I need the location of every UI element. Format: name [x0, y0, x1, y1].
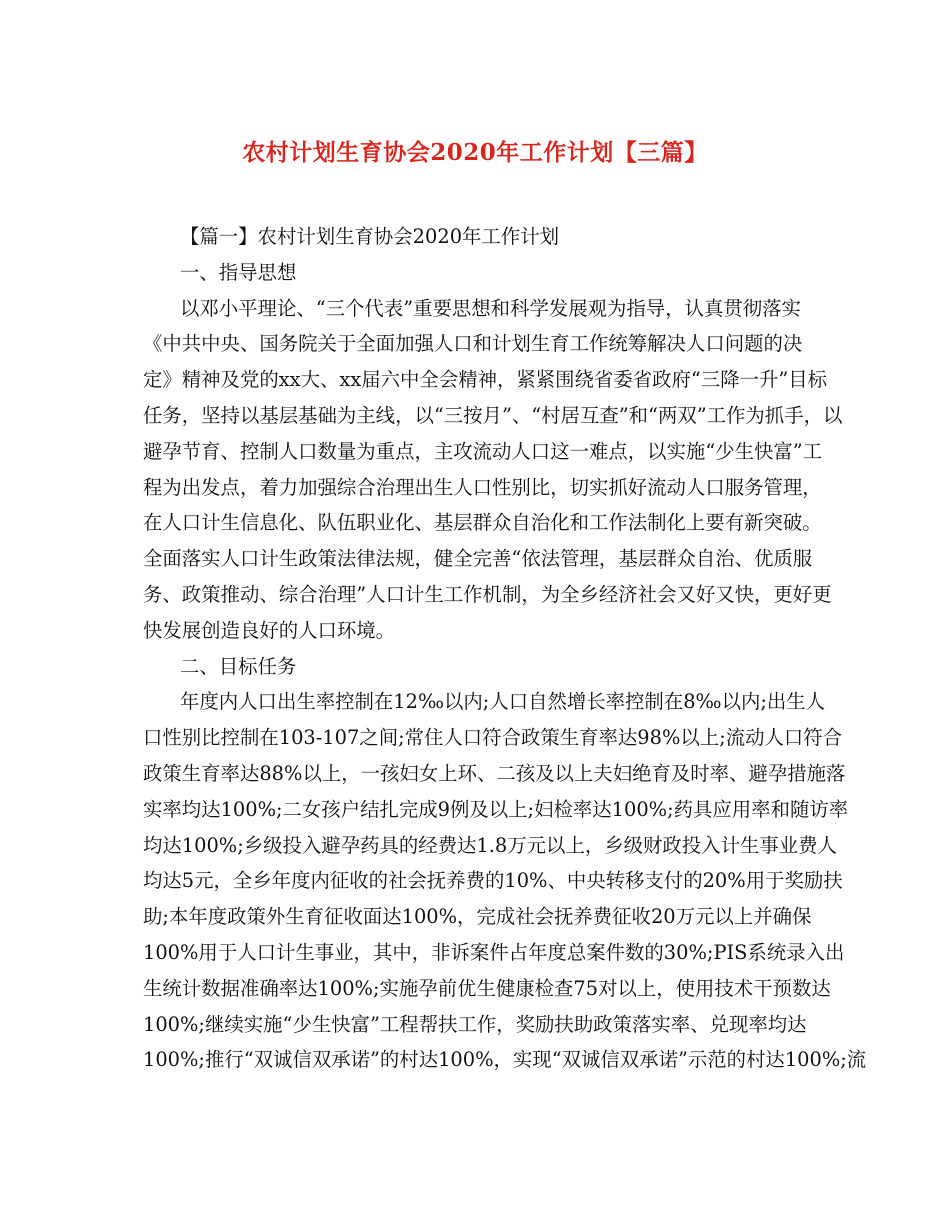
body-line: 均达100%;乡级投入避孕药具的经费达1.8万元以上，乡级财政投入计生事业费人 — [143, 833, 837, 857]
body-line: 【篇一】农村计划生育协会2020年工作计划 — [180, 225, 559, 248]
body-line: 一、指导思想 — [180, 260, 297, 284]
body-line: 以邓小平理论、“三个代表”重要思想和科学发展观为指导，认真贯彻落实 — [180, 296, 801, 320]
body-line: 在人口计生信息化、队伍职业化、基层群众自治化和工作法制化上要有新突破。 — [143, 511, 822, 535]
document-body — [143, 219, 867, 1078]
body-line: 均达5元，全乡年度内征收的社会抚养费的10%、中央转移支付的20%用于奖励扶 — [143, 869, 843, 893]
document-title: 农村计划生育协会2020年工作计划【三篇】 — [242, 139, 708, 166]
body-line: 二、目标任务 — [180, 654, 297, 678]
body-line: 务、政策推动、综合治理”人口计生工作机制，为全乡经济社会又好又快，更好更 — [143, 582, 832, 606]
body-line: 快发展创造良好的人口环境。 — [143, 618, 396, 642]
body-line: 生统计数据准确率达100%;实施孕前优生健康检查75对以上，使用技术干预数达 — [143, 976, 831, 1000]
body-line: 定》精神及党的xx大、xx届六中全会精神，紧紧围绕省委省政府“三降一升”目标 — [143, 368, 828, 392]
body-line: 100%;推行“双诚信双承诺”的村达100%，实现“双诚信双承诺”示范的村达100%;流 — [143, 1048, 867, 1072]
body-line: 避孕节育、控制人口数量为重点，主攻流动人口这一难点，以实施“少生快富”工 — [143, 439, 823, 463]
body-line: 政策生育率达88%以上，一孩妇女上环、二孩及以上夫妇绝育及时率、避孕措施落 — [143, 761, 846, 785]
body-line: 全面落实人口计生政策法律法规，健全完善“依法管理，基层群众自治、优质服 — [143, 547, 813, 571]
body-line: 年度内人口出生率控制在12‰以内;人口自然增长率控制在8‰以内;出生人 — [180, 690, 826, 714]
body-line: 《中共中央、国务院关于全面加强人口和计划生育工作统筹解决人口问题的决 — [143, 332, 803, 356]
body-line: 程为出发点，着力加强综合治理出生人口性别比，切实抓好流动人口服务管理， — [143, 475, 822, 499]
body-line: 口性别比控制在103-107之间;常住人口符合政策生育率达98%以上;流动人口符合 — [143, 726, 843, 750]
body-line: 100%用于人口计生事业，其中，非诉案件占年度总案件数的30%;PIS系统录入出 — [143, 940, 845, 964]
body-line: 实率均达100%;二女孩户结扎完成9例及以上;妇检率达100%;药具应用率和随访率 — [143, 797, 849, 821]
body-line: 任务，坚持以基层基础为主线，以“三按月”、“村居互查”和“两双”工作为抓手，以 — [143, 403, 843, 427]
body-line: 助;本年度政策外生育征收面达100%，完成社会抚养费征收20万元以上并确保 — [143, 905, 812, 929]
body-line: 100%;继续实施“少生快富”工程帮扶工作，奖励扶助政策落实率、兑现率均达 — [143, 1012, 807, 1036]
